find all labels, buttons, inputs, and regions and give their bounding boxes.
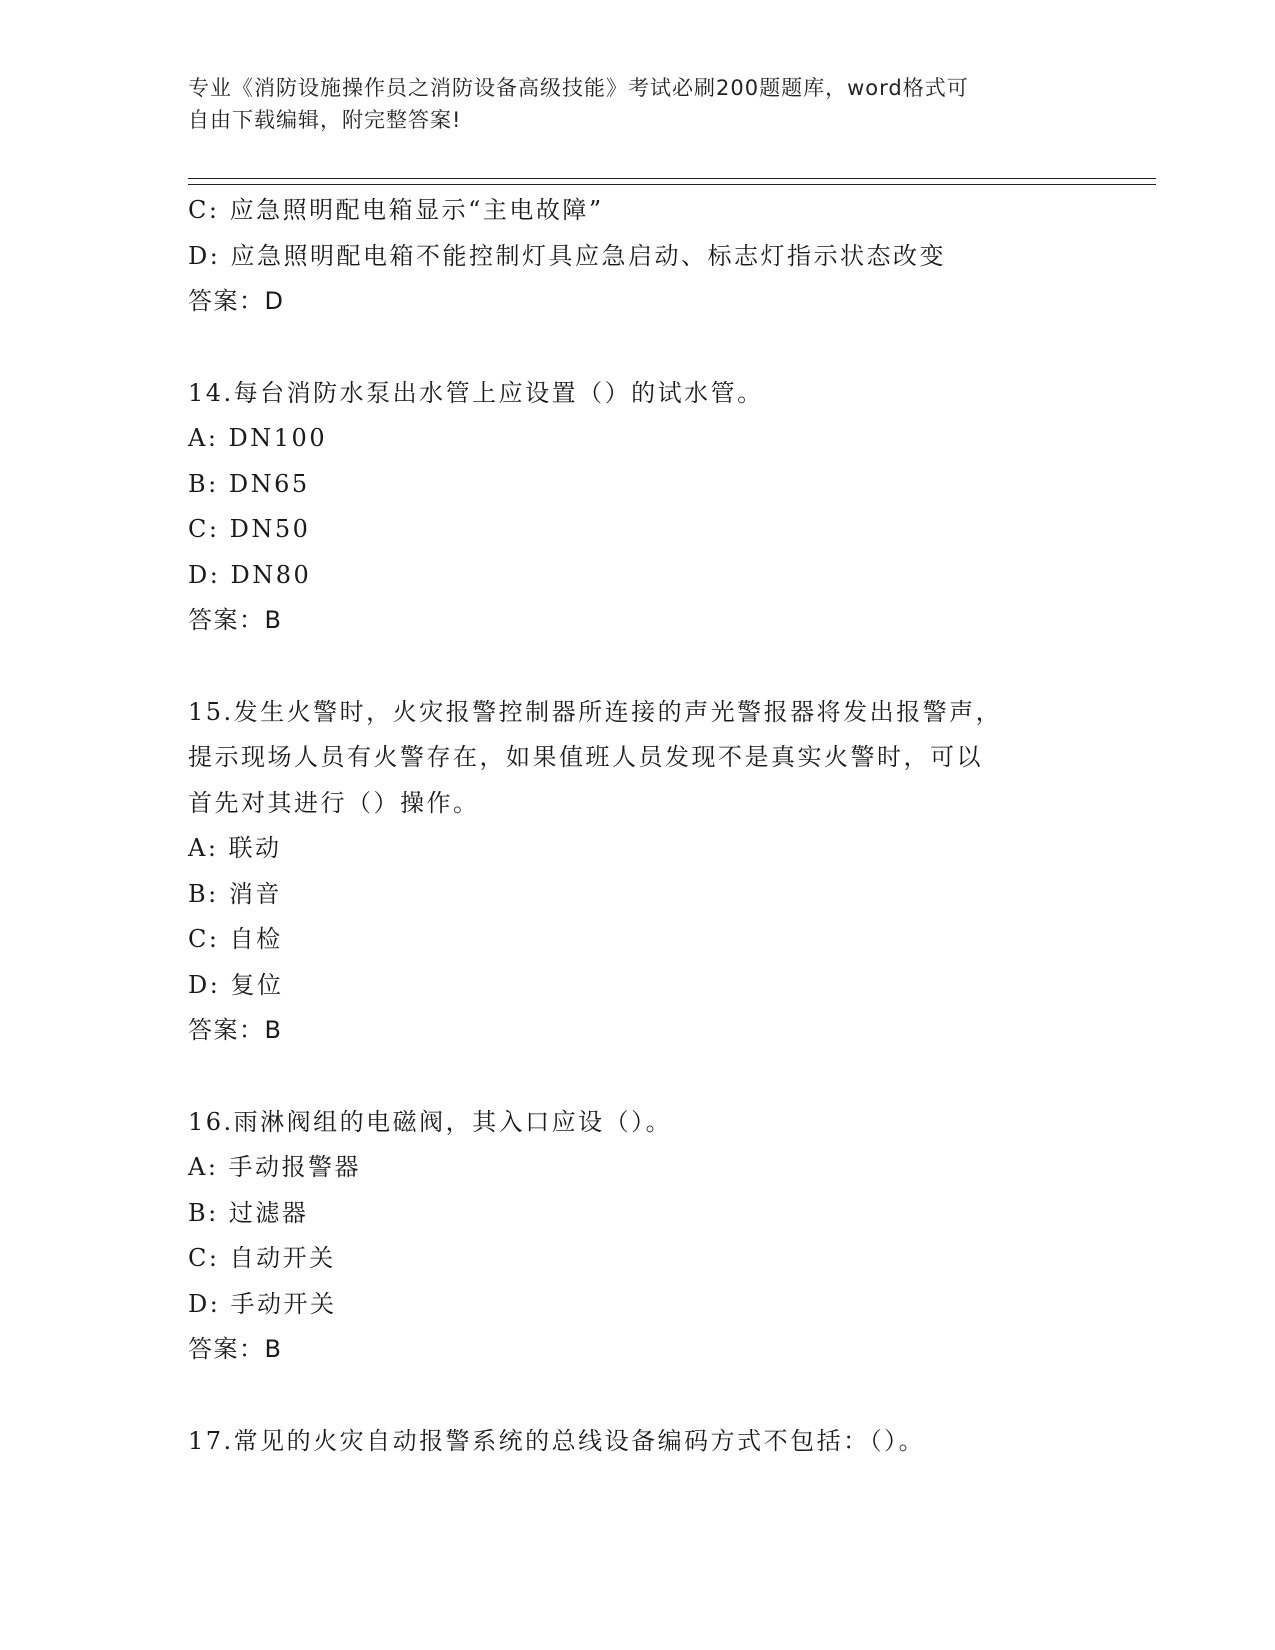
question-stem: 17.常见的火灾自动报警系统的总线设备编码方式不包括：（）。 bbox=[188, 1426, 926, 1455]
option-b: B: 消音 bbox=[188, 879, 282, 908]
question-15 bbox=[188, 690, 1156, 1054]
question-stem: 15.发生火警时，火灾报警控制器所连接的声光警报器将发出报警声， bbox=[188, 697, 1003, 726]
question-stem: 14.每台消防水泵出水管上应设置（）的试水管。 bbox=[188, 378, 764, 407]
option-c: C: 自动开关 bbox=[188, 1244, 336, 1272]
option-d: D: 手动开关 bbox=[188, 1289, 337, 1318]
document-body bbox=[188, 188, 1156, 1464]
answer-line: 答案：B bbox=[188, 606, 283, 634]
answer-line: 答案：D bbox=[188, 287, 285, 315]
question-16 bbox=[188, 1100, 1156, 1373]
option-a: A: DN100 bbox=[188, 424, 328, 452]
answer-line: 答案：B bbox=[188, 1016, 283, 1044]
question-17 bbox=[188, 1419, 1156, 1465]
continued-question bbox=[188, 188, 1156, 325]
answer-line: 答案：B bbox=[188, 1335, 283, 1363]
option-d: D: 应急照明配电箱不能控制灯具应急启动、标志灯指示状态改变 bbox=[188, 241, 946, 270]
option-a: A: 手动报警器 bbox=[188, 1153, 362, 1181]
header-line-1: 专业《消防设施操作员之消防设备高级技能》考试必刷200题题库，word格式可 bbox=[188, 76, 969, 100]
page-header bbox=[188, 72, 1088, 136]
question-stem: 16.雨淋阀组的电磁阀，其入口应设（）。 bbox=[188, 1107, 673, 1136]
header-line-2: 自由下载编辑，附完整答案! bbox=[188, 108, 462, 132]
option-a: A: 联动 bbox=[188, 834, 282, 862]
option-d: D: 复位 bbox=[188, 970, 284, 999]
option-b: B: DN65 bbox=[188, 469, 310, 498]
question-stem: 提示现场人员有火警存在，如果值班人员发现不是真实火警时，可以 bbox=[188, 743, 983, 771]
option-c: C: 自检 bbox=[188, 925, 283, 953]
option-b: B: 过滤器 bbox=[188, 1198, 309, 1227]
option-d: D: DN80 bbox=[188, 560, 312, 589]
header-divider bbox=[188, 178, 1156, 185]
question-stem: 首先对其进行（）操作。 bbox=[188, 788, 480, 817]
option-c: C: DN50 bbox=[188, 515, 311, 543]
option-c: C: 应急照明配电箱显示“主电故障” bbox=[188, 196, 604, 224]
question-14 bbox=[188, 371, 1156, 644]
